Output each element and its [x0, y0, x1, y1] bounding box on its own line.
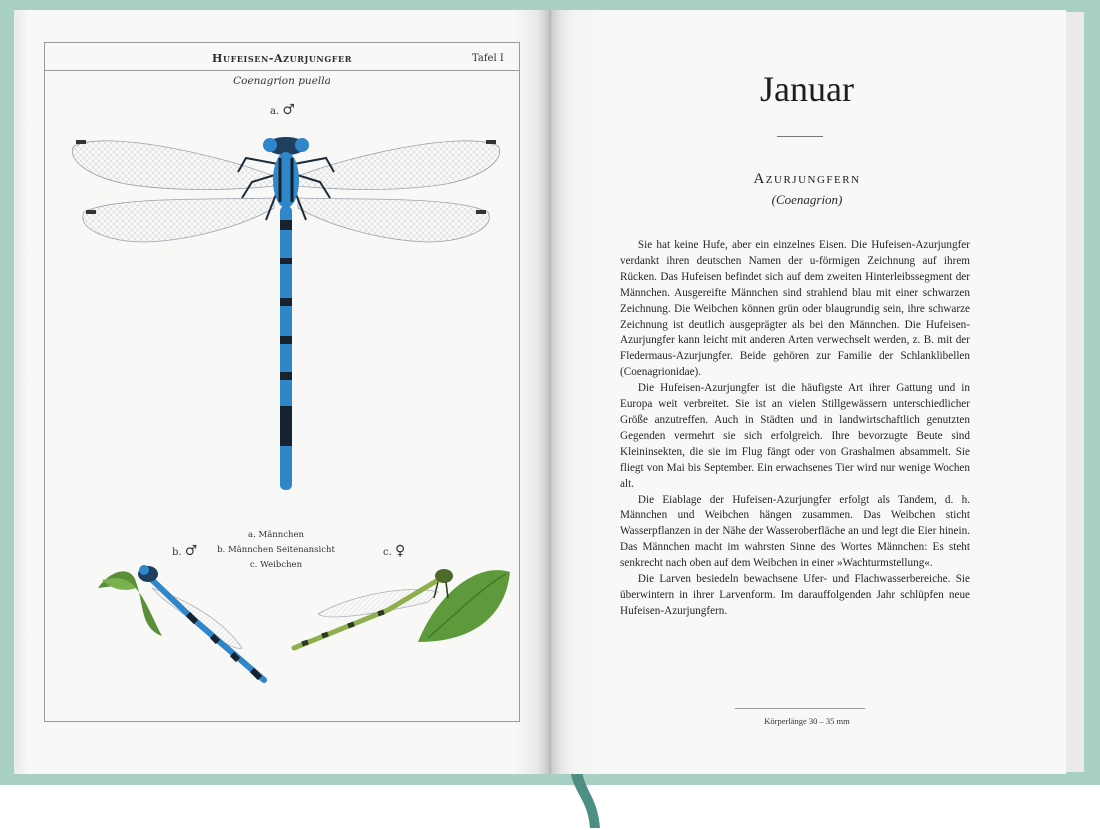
damselfly-male-top-view-illustration: [66, 128, 506, 493]
body-paragraph: Sie hat keine Hufe, aber ein einzelnes Eisen. Die Hufeisen-Azurjungfer verdankt ihren deutschen Namen der u-förmigen Zeichnung auf ihrem Rücken. Das Hufeisen befindet sich auf dem zweiten Hinterleibssegment der Männchen. Ausgereifte Männchen sind strahlend blau mit einer schwarzen Zeichnung. Die Weibchen können grün oder blaugrundig sein, ihre schwarze Zeichnung ist deutlich ausgeprägter als bei den Männchen. Die Hufeisen-Azurjungfer kann leicht mit anderen Arten verwechselt werden, z. B. mit der Fledermaus-Azurjungfer. Beide gehören zur Familie der Schlanklibellen (Coenagrionidae).: [620, 239, 970, 379]
section-subtitle: (Coenagrion): [771, 192, 843, 207]
damselfly-female-side-view-illustration: [288, 562, 514, 662]
plate-latin-name: Coenagrion puella: [233, 75, 331, 87]
plate-header-divider: [44, 70, 520, 71]
month-title: Januar: [760, 69, 854, 109]
figure-c-label: c. ♀: [383, 543, 406, 559]
female-symbol-icon: ♀: [394, 543, 406, 559]
caption-a: a. Männchen: [248, 530, 304, 540]
body-length-note: Körperlänge 30 – 35 mm: [764, 716, 850, 726]
caption-b: b. Männchen Seitenansicht: [217, 545, 335, 555]
body-paragraph: Die Eiablage der Hufeisen-Azurjungfer erfolgt als Tandem, d. h. Männchen und Weibchen hängen zusammen. Das Weibchen sticht Wasserpflanzen in der Nähe der Wasseroberfläche an und legt die Eier hinein. Das Männchen macht im wahrsten Sinne des Wortes Männchen: Es steht senkrecht nach oben auf dem Weibchen in einer »Wachturmstellung«.: [620, 493, 970, 570]
male-symbol-icon: ♂: [282, 102, 295, 118]
page-edges: [1066, 12, 1084, 772]
figure-b-label: b. ♂: [172, 543, 198, 559]
caption-c: c. Weibchen: [249, 560, 303, 570]
damselfly-male-side-view-illustration: [92, 548, 272, 688]
body-text: [620, 238, 970, 620]
section-title: Azurjungfern: [753, 171, 861, 187]
male-symbol-icon: ♂: [184, 543, 198, 559]
plate-title: Hufeisen-Azurjungfer: [212, 52, 352, 65]
body-paragraph: Die Hufeisen-Azurjungfer ist die häufigste Art ihrer Gattung und in Europa weit verbreitet. Sie ist an vielen Stillgewässern unterschiedlicher Größe anzutreffen. Auch in Städten und in landwirtschaftlich genutzten Gegenden vermehrt sie sich erfolgreich. Ihre bevorzugte Beute sind Kleininsekten, die sie im Flug fängt oder von Grashalmen absammelt. Sie fliegt von Mai bis September. Ein erwachsenes Tier wird nur wenige Wochen alt.: [620, 382, 970, 490]
bookmark-ribbon: [568, 770, 604, 830]
footer-divider: [735, 708, 865, 709]
plate-number: Tafel I: [472, 53, 504, 64]
body-paragraph: Die Larven besiedeln bewachsene Ufer- und Flachwasserbereiche. Sie überwintern in ihrer Larvenform. Im darauffolgenden Jahr schlüpfen neue Hufeisen-Azurjungfern.: [620, 573, 970, 617]
figure-a-label: a. ♂: [270, 102, 295, 118]
title-divider: [777, 136, 823, 137]
